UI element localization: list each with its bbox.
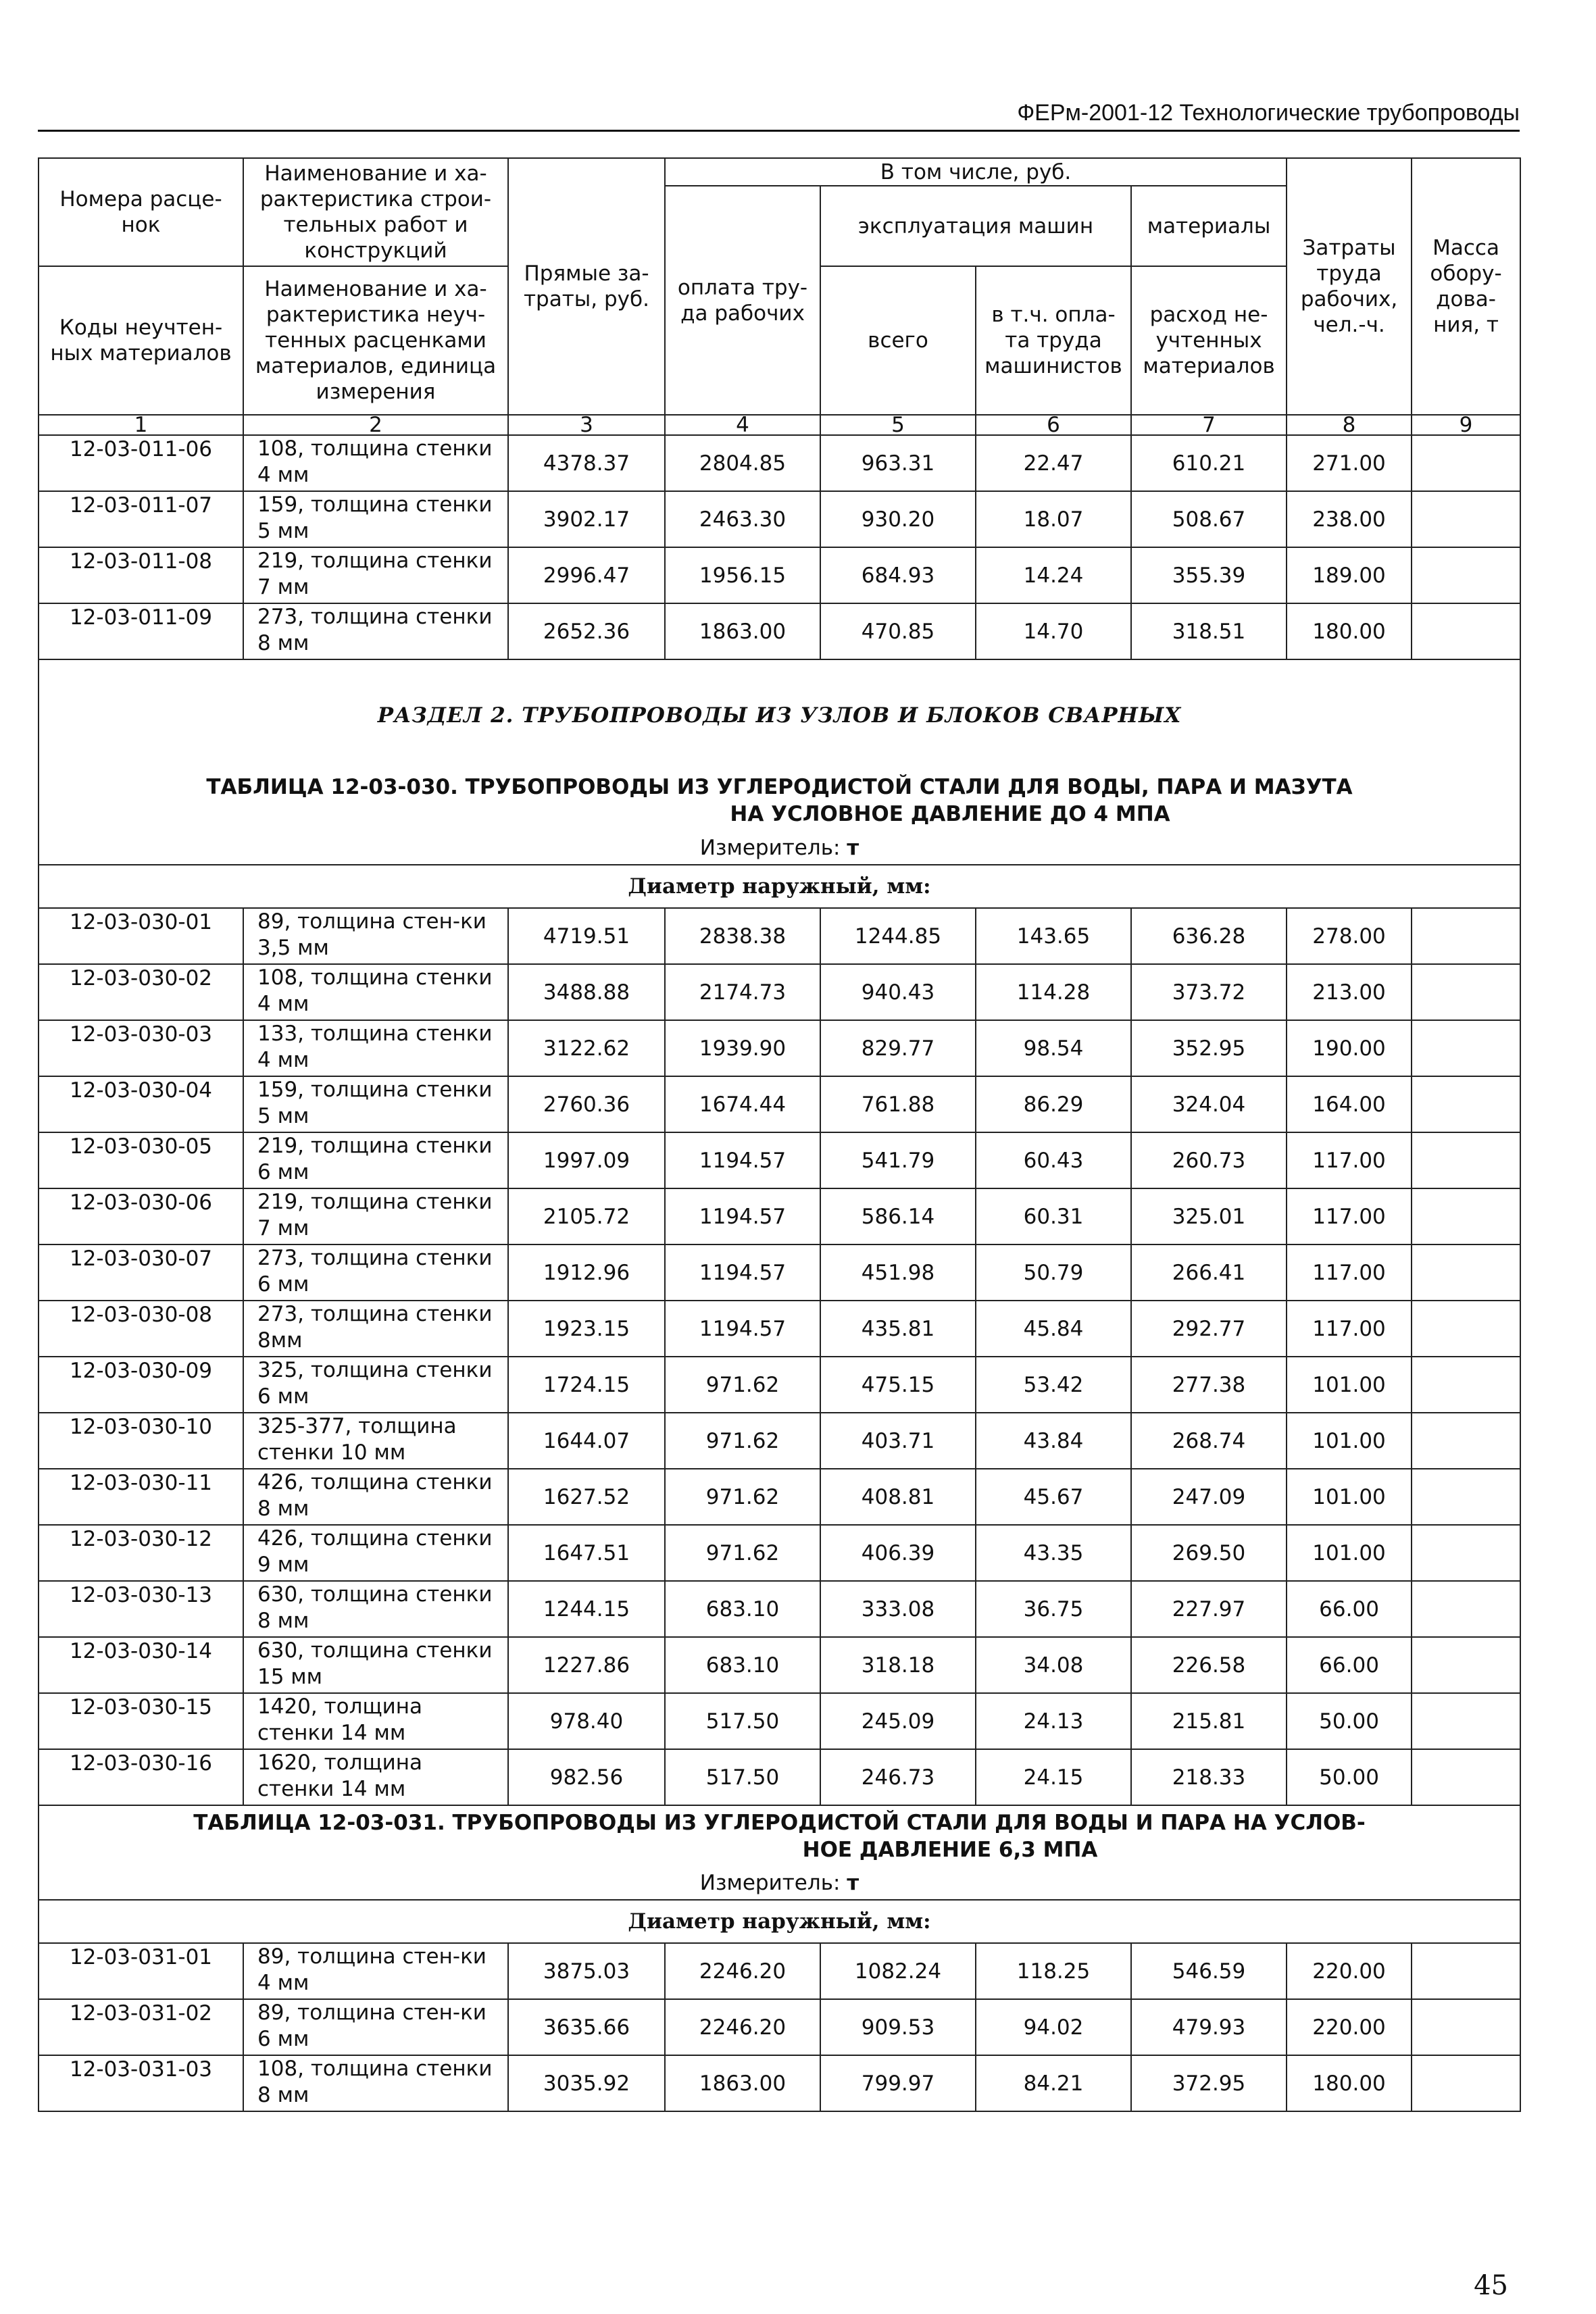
section-title [39, 659, 1520, 770]
labor-hours: 101.00 [1287, 1357, 1412, 1413]
machines-total: 408.81 [820, 1469, 976, 1525]
meter-line [39, 1866, 1520, 1900]
machinists-pay: 60.31 [976, 1188, 1131, 1244]
labor-cost: 1194.57 [665, 1244, 820, 1301]
machinists-pay: 14.70 [976, 603, 1131, 659]
table-title-line1: ТАБЛИЦА 12-03-031. ТРУБОПРОВОДЫ ИЗ УГЛЕРОДИСТОЙ СТАЛИ ДЛЯ ВОДЫ И ПАРА НА УСЛОВ- [193, 1810, 1366, 1835]
materials-cost: 226.58 [1131, 1637, 1287, 1693]
materials-cost: 508.67 [1131, 491, 1287, 547]
table-row [39, 1999, 1520, 2055]
direct-cost: 1244.15 [508, 1581, 665, 1637]
section-title-text: РАЗДЕЛ 2. ТРУБОПРОВОДЫ ИЗ УЗЛОВ И БЛОКОВ СВАРНЫХ [377, 703, 1182, 728]
labor-cost: 1863.00 [665, 2055, 820, 2111]
col-header-materials: материалы [1131, 186, 1287, 266]
labor-hours: 101.00 [1287, 1469, 1412, 1525]
col-header-code: Номера расце-нок [39, 158, 243, 266]
equipment-mass [1412, 1020, 1520, 1076]
machines-total: 1244.85 [820, 908, 976, 964]
machines-total: 909.53 [820, 1999, 976, 2055]
direct-cost: 2996.47 [508, 547, 665, 603]
running-header: ФЕРм-2001-12 Технологические трубопроводы [1017, 100, 1520, 126]
machines-total: 940.43 [820, 964, 976, 1020]
column-number: 6 [976, 415, 1131, 435]
equipment-mass [1412, 1525, 1520, 1581]
machines-total: 470.85 [820, 603, 976, 659]
machinists-pay: 34.08 [976, 1637, 1131, 1693]
rate-code: 12-03-030-07 [39, 1244, 243, 1301]
direct-cost: 2652.36 [508, 603, 665, 659]
equipment-mass [1412, 1413, 1520, 1469]
labor-cost: 971.62 [665, 1525, 820, 1581]
table-title [39, 770, 1520, 831]
machinists-pay: 60.43 [976, 1132, 1131, 1188]
direct-cost: 2105.72 [508, 1188, 665, 1244]
labor-hours: 189.00 [1287, 547, 1412, 603]
equipment-mass [1412, 603, 1520, 659]
direct-cost: 1997.09 [508, 1132, 665, 1188]
table-row [39, 964, 1520, 1020]
direct-cost: 2760.36 [508, 1076, 665, 1132]
machines-total: 1082.24 [820, 1943, 976, 1999]
rate-description: 630, толщина стенки 8 мм [243, 1581, 508, 1637]
equipment-mass [1412, 1749, 1520, 1805]
table-row [39, 1581, 1520, 1637]
column-number: 9 [1412, 415, 1520, 435]
rate-description: 133, толщина стенки 4 мм [243, 1020, 508, 1076]
labor-cost: 971.62 [665, 1413, 820, 1469]
labor-hours: 117.00 [1287, 1301, 1412, 1357]
rate-code: 12-03-030-04 [39, 1076, 243, 1132]
machinists-pay: 86.29 [976, 1076, 1131, 1132]
rate-code: 12-03-030-11 [39, 1469, 243, 1525]
column-number: 7 [1131, 415, 1287, 435]
direct-cost: 4719.51 [508, 908, 665, 964]
labor-hours: 117.00 [1287, 1132, 1412, 1188]
rate-code: 12-03-011-08 [39, 547, 243, 603]
machinists-pay: 114.28 [976, 964, 1131, 1020]
rate-code: 12-03-030-13 [39, 1581, 243, 1637]
machines-total: 761.88 [820, 1076, 976, 1132]
machines-total: 435.81 [820, 1301, 976, 1357]
materials-cost: 247.09 [1131, 1469, 1287, 1525]
labor-cost: 1674.44 [665, 1076, 820, 1132]
labor-cost: 2838.38 [665, 908, 820, 964]
rate-description: 159, толщина стенки 5 мм [243, 1076, 508, 1132]
diameter-label-text: Диаметр наружный, мм: [628, 1909, 931, 1934]
rate-code: 12-03-030-15 [39, 1693, 243, 1749]
rate-code: 12-03-030-02 [39, 964, 243, 1020]
col-header-hours: Затраты труда рабочих, чел.-ч. [1287, 158, 1412, 415]
labor-hours: 238.00 [1287, 491, 1412, 547]
equipment-mass [1412, 491, 1520, 547]
rate-description: 630, толщина стенки 15 мм [243, 1637, 508, 1693]
diameter-label [39, 1900, 1520, 1943]
table-title-line1: ТАБЛИЦА 12-03-030. ТРУБОПРОВОДЫ ИЗ УГЛЕРОДИСТОЙ СТАЛИ ДЛЯ ВОДЫ, ПАРА И МАЗУТА [206, 775, 1353, 799]
rate-description: 89, толщина стен-ки 6 мм [243, 1999, 508, 2055]
rate-code: 12-03-030-06 [39, 1188, 243, 1244]
direct-cost: 3488.88 [508, 964, 665, 1020]
table-row [39, 908, 1520, 964]
col-header-machines: эксплуатация машин [820, 186, 1131, 266]
diameter-label [39, 865, 1520, 908]
materials-cost: 292.77 [1131, 1301, 1287, 1357]
materials-cost: 277.38 [1131, 1357, 1287, 1413]
machines-total: 829.77 [820, 1020, 976, 1076]
table-row [39, 1413, 1520, 1469]
labor-hours: 220.00 [1287, 1943, 1412, 1999]
table-row [39, 1188, 1520, 1244]
header-rule [38, 130, 1520, 132]
machines-total: 451.98 [820, 1244, 976, 1301]
table-row [39, 1693, 1520, 1749]
materials-cost: 355.39 [1131, 547, 1287, 603]
labor-cost: 1194.57 [665, 1301, 820, 1357]
table-row [39, 1469, 1520, 1525]
col-header-unaccounted-name: Наименование и ха-рактеристика неуч-тенных расценками материалов, единица измерения [243, 266, 508, 415]
equipment-mass [1412, 1132, 1520, 1188]
table-row [39, 547, 1520, 603]
rate-code: 12-03-030-12 [39, 1525, 243, 1581]
labor-hours: 101.00 [1287, 1525, 1412, 1581]
machines-total: 406.39 [820, 1525, 976, 1581]
equipment-mass [1412, 1943, 1520, 1999]
meter-line [39, 831, 1520, 865]
rate-code: 12-03-030-10 [39, 1413, 243, 1469]
direct-cost: 1227.86 [508, 1637, 665, 1693]
labor-hours: 50.00 [1287, 1693, 1412, 1749]
rate-code: 12-03-031-01 [39, 1943, 243, 1999]
rate-description: 426, толщина стенки 9 мм [243, 1525, 508, 1581]
table-row [39, 1020, 1520, 1076]
table-row [39, 435, 1520, 491]
rate-description: 89, толщина стен-ки 4 мм [243, 1943, 508, 1999]
table-row [39, 491, 1520, 547]
equipment-mass [1412, 1357, 1520, 1413]
col-header-materials-unaccounted: расход не-учтенных материалов [1131, 266, 1287, 415]
machines-total: 246.73 [820, 1749, 976, 1805]
table-row [39, 1132, 1520, 1188]
column-number: 4 [665, 415, 820, 435]
rate-code: 12-03-011-06 [39, 435, 243, 491]
rate-description: 219, толщина стенки 7 мм [243, 1188, 508, 1244]
diameter-label-text: Диаметр наружный, мм: [628, 874, 931, 899]
materials-cost: 215.81 [1131, 1693, 1287, 1749]
materials-cost: 266.41 [1131, 1244, 1287, 1301]
rate-description: 1420, толщина стенки 14 мм [243, 1693, 508, 1749]
machinists-pay: 22.47 [976, 435, 1131, 491]
labor-cost: 2804.85 [665, 435, 820, 491]
machinists-pay: 143.65 [976, 908, 1131, 964]
labor-hours: 164.00 [1287, 1076, 1412, 1132]
materials-cost: 318.51 [1131, 603, 1287, 659]
rate-description: 426, толщина стенки 8 мм [243, 1469, 508, 1525]
rate-description: 1620, толщина стенки 14 мм [243, 1749, 508, 1805]
col-header-direct: Прямые за-траты, руб. [508, 158, 665, 415]
machinists-pay: 36.75 [976, 1581, 1131, 1637]
rate-description: 273, толщина стенки 8 мм [243, 603, 508, 659]
labor-hours: 220.00 [1287, 1999, 1412, 2055]
direct-cost: 978.40 [508, 1693, 665, 1749]
labor-cost: 683.10 [665, 1637, 820, 1693]
materials-cost: 372.95 [1131, 2055, 1287, 2111]
column-number: 2 [243, 415, 508, 435]
machinists-pay: 18.07 [976, 491, 1131, 547]
machines-total: 684.93 [820, 547, 976, 603]
labor-hours: 117.00 [1287, 1244, 1412, 1301]
labor-cost: 517.50 [665, 1749, 820, 1805]
machinists-pay: 24.13 [976, 1693, 1131, 1749]
rate-code: 12-03-030-01 [39, 908, 243, 964]
labor-hours: 101.00 [1287, 1413, 1412, 1469]
rate-description: 89, толщина стен-ки 3,5 мм [243, 908, 508, 964]
machinists-pay: 50.79 [976, 1244, 1131, 1301]
direct-cost: 1647.51 [508, 1525, 665, 1581]
materials-cost: 479.93 [1131, 1999, 1287, 2055]
machinists-pay: 84.21 [976, 2055, 1131, 2111]
materials-cost: 268.74 [1131, 1413, 1287, 1469]
materials-cost: 325.01 [1131, 1188, 1287, 1244]
labor-cost: 971.62 [665, 1357, 820, 1413]
rate-code: 12-03-030-14 [39, 1637, 243, 1693]
column-number: 3 [508, 415, 665, 435]
col-header-unaccounted-code: Коды неучтен-ных материалов [39, 266, 243, 415]
col-header-machines-total: всего [820, 266, 976, 415]
meter-unit: т [847, 835, 859, 860]
materials-cost: 260.73 [1131, 1132, 1287, 1188]
rate-code: 12-03-030-09 [39, 1357, 243, 1413]
machines-total: 586.14 [820, 1188, 976, 1244]
labor-cost: 1956.15 [665, 547, 820, 603]
direct-cost: 3122.62 [508, 1020, 665, 1076]
col-header-mass: Масса обору-дова-ния, т [1412, 158, 1520, 415]
materials-cost: 227.97 [1131, 1581, 1287, 1637]
labor-cost: 1939.90 [665, 1020, 820, 1076]
materials-cost: 373.72 [1131, 964, 1287, 1020]
rate-description: 108, толщина стенки 8 мм [243, 2055, 508, 2111]
materials-cost: 218.33 [1131, 1749, 1287, 1805]
table-row [39, 1244, 1520, 1301]
table-row [39, 1525, 1520, 1581]
labor-hours: 66.00 [1287, 1581, 1412, 1637]
machinists-pay: 14.24 [976, 547, 1131, 603]
rates-table [38, 157, 1521, 2112]
machinists-pay: 118.25 [976, 1943, 1131, 1999]
table-row [39, 1943, 1520, 1999]
machines-total: 245.09 [820, 1693, 976, 1749]
materials-cost: 269.50 [1131, 1525, 1287, 1581]
materials-cost: 324.04 [1131, 1076, 1287, 1132]
col-header-name: Наименование и ха-рактеристика строи-тельных работ и конструкций [243, 158, 508, 266]
column-number-row [39, 415, 1520, 435]
direct-cost: 982.56 [508, 1749, 665, 1805]
machinists-pay: 53.42 [976, 1357, 1131, 1413]
table-row [39, 1749, 1520, 1805]
equipment-mass [1412, 1693, 1520, 1749]
equipment-mass [1412, 2055, 1520, 2111]
machines-total: 541.79 [820, 1132, 976, 1188]
equipment-mass [1412, 1188, 1520, 1244]
materials-cost: 546.59 [1131, 1943, 1287, 1999]
materials-cost: 610.21 [1131, 435, 1287, 491]
labor-cost: 683.10 [665, 1581, 820, 1637]
labor-cost: 971.62 [665, 1469, 820, 1525]
rate-code: 12-03-031-02 [39, 1999, 243, 2055]
table-title-line2: НА УСЛОВНОЕ ДАВЛЕНИЕ ДО 4 МПА [730, 802, 1170, 826]
machinists-pay: 43.35 [976, 1525, 1131, 1581]
rate-code: 12-03-030-05 [39, 1132, 243, 1188]
equipment-mass [1412, 435, 1520, 491]
rate-description: 219, толщина стенки 7 мм [243, 547, 508, 603]
direct-cost: 1627.52 [508, 1469, 665, 1525]
rate-code: 12-03-031-03 [39, 2055, 243, 2111]
rate-description: 108, толщина стенки 4 мм [243, 435, 508, 491]
rate-description: 325, толщина стенки 6 мм [243, 1357, 508, 1413]
labor-hours: 180.00 [1287, 2055, 1412, 2111]
machinists-pay: 45.67 [976, 1469, 1131, 1525]
rate-code: 12-03-011-07 [39, 491, 243, 547]
table-row [39, 2055, 1520, 2111]
col-header-group: В том числе, руб. [665, 158, 1287, 186]
meter-label: Измеритель: [699, 835, 841, 860]
table-title [39, 1805, 1520, 1866]
rate-code: 12-03-030-16 [39, 1749, 243, 1805]
column-number: 5 [820, 415, 976, 435]
rate-description: 273, толщина стенки 8мм [243, 1301, 508, 1357]
direct-cost: 3902.17 [508, 491, 665, 547]
machinists-pay: 98.54 [976, 1020, 1131, 1076]
page-number: 45 [1474, 2270, 1508, 2301]
direct-cost: 3035.92 [508, 2055, 665, 2111]
rate-description: 159, толщина стенки 5 мм [243, 491, 508, 547]
table-row [39, 1301, 1520, 1357]
direct-cost: 4378.37 [508, 435, 665, 491]
direct-cost: 1644.07 [508, 1413, 665, 1469]
direct-cost: 3875.03 [508, 1943, 665, 1999]
labor-cost: 2463.30 [665, 491, 820, 547]
materials-cost: 636.28 [1131, 908, 1287, 964]
equipment-mass [1412, 1244, 1520, 1301]
labor-cost: 2246.20 [665, 1999, 820, 2055]
materials-cost: 352.95 [1131, 1020, 1287, 1076]
machines-total: 333.08 [820, 1581, 976, 1637]
equipment-mass [1412, 1581, 1520, 1637]
labor-hours: 66.00 [1287, 1637, 1412, 1693]
machines-total: 963.31 [820, 435, 976, 491]
labor-cost: 2174.73 [665, 964, 820, 1020]
rate-description: 108, толщина стенки 4 мм [243, 964, 508, 1020]
direct-cost: 1923.15 [508, 1301, 665, 1357]
machinists-pay: 94.02 [976, 1999, 1131, 2055]
labor-hours: 190.00 [1287, 1020, 1412, 1076]
machines-total: 403.71 [820, 1413, 976, 1469]
machines-total: 318.18 [820, 1637, 976, 1693]
col-header-labor: оплата тру-да рабочих [665, 186, 820, 415]
table-row [39, 1076, 1520, 1132]
equipment-mass [1412, 908, 1520, 964]
labor-hours: 278.00 [1287, 908, 1412, 964]
labor-cost: 1194.57 [665, 1188, 820, 1244]
machines-total: 930.20 [820, 491, 976, 547]
direct-cost: 3635.66 [508, 1999, 665, 2055]
labor-hours: 50.00 [1287, 1749, 1412, 1805]
meter-label: Измеритель: [699, 1870, 841, 1895]
labor-cost: 517.50 [665, 1693, 820, 1749]
rate-code: 12-03-030-08 [39, 1301, 243, 1357]
labor-hours: 117.00 [1287, 1188, 1412, 1244]
table-row [39, 1357, 1520, 1413]
machinists-pay: 24.15 [976, 1749, 1131, 1805]
equipment-mass [1412, 1637, 1520, 1693]
labor-cost: 1863.00 [665, 603, 820, 659]
rate-description: 325-377, толщина стенки 10 мм [243, 1413, 508, 1469]
rate-code: 12-03-030-03 [39, 1020, 243, 1076]
rate-description: 273, толщина стенки 6 мм [243, 1244, 508, 1301]
machines-total: 799.97 [820, 2055, 976, 2111]
equipment-mass [1412, 1469, 1520, 1525]
rate-code: 12-03-011-09 [39, 603, 243, 659]
column-number: 1 [39, 415, 243, 435]
labor-hours: 271.00 [1287, 435, 1412, 491]
rate-description: 219, толщина стенки 6 мм [243, 1132, 508, 1188]
col-header-machinists: в т.ч. опла-та труда машинистов [976, 266, 1131, 415]
labor-cost: 1194.57 [665, 1132, 820, 1188]
equipment-mass [1412, 1999, 1520, 2055]
labor-hours: 180.00 [1287, 603, 1412, 659]
direct-cost: 1724.15 [508, 1357, 665, 1413]
column-number: 8 [1287, 415, 1412, 435]
equipment-mass [1412, 1076, 1520, 1132]
labor-hours: 213.00 [1287, 964, 1412, 1020]
equipment-mass [1412, 547, 1520, 603]
table-row [39, 1637, 1520, 1693]
machinists-pay: 45.84 [976, 1301, 1131, 1357]
machines-total: 475.15 [820, 1357, 976, 1413]
table-row [39, 603, 1520, 659]
direct-cost: 1912.96 [508, 1244, 665, 1301]
meter-unit: т [847, 1870, 859, 1895]
equipment-mass [1412, 964, 1520, 1020]
table-title-line2: НОЕ ДАВЛЕНИЕ 6,3 МПА [802, 1837, 1098, 1862]
equipment-mass [1412, 1301, 1520, 1357]
machinists-pay: 43.84 [976, 1413, 1131, 1469]
labor-cost: 2246.20 [665, 1943, 820, 1999]
